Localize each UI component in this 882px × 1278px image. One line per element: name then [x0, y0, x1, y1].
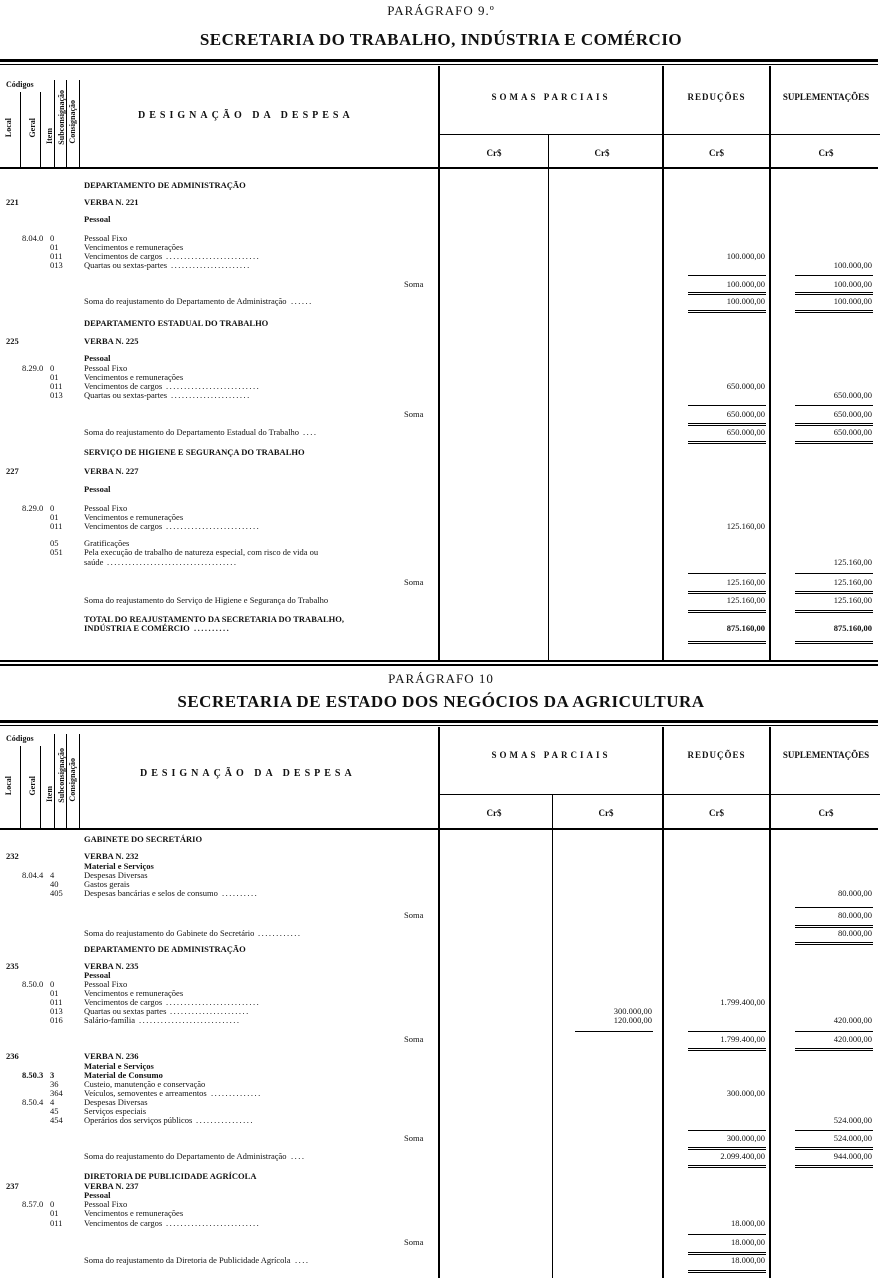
- cell-v3: 100.000,00: [726, 279, 765, 289]
- table-row: [0, 1051, 878, 1061]
- cell-c1: 225: [6, 336, 19, 346]
- sum-rule: [688, 1147, 766, 1150]
- cell-desc: Serviços especiais: [84, 1106, 147, 1116]
- cell-v4: 100.000,00: [833, 279, 872, 289]
- col-divider: [20, 746, 21, 828]
- reducoes-label: REDUÇÕES: [687, 750, 746, 760]
- table-row: [0, 390, 878, 400]
- cell-desc: Vencimentos de cargos: [84, 521, 163, 531]
- table-row: [0, 910, 878, 920]
- cell-desc: saúde: [84, 557, 104, 567]
- cell-desc: Soma do reajustamento do Departamento de Administração: [84, 296, 287, 306]
- sum-rule: [795, 275, 873, 276]
- cell-v4: 524.000,00: [833, 1115, 872, 1125]
- cell-desc: Pessoal Fixo: [84, 503, 128, 513]
- cell-v4: 650.000,00: [833, 409, 872, 419]
- cell-desc: Vencimentos e remunerações: [84, 372, 184, 382]
- cell-c1: 221: [6, 197, 19, 207]
- paragraph-10-label: PARÁGRAFO 10: [388, 671, 494, 686]
- item-label: Item: [45, 786, 54, 802]
- table-row: [0, 214, 878, 224]
- cell-v3: 650.000,00: [726, 427, 765, 437]
- table-row: [0, 260, 878, 270]
- reducoes-label: REDUÇÕES: [687, 92, 746, 102]
- table-row: [0, 318, 878, 328]
- leader-dots: ....: [295, 1255, 310, 1265]
- table-10-top-rule-thin: [0, 725, 878, 726]
- cell-c3: 0: [50, 979, 55, 989]
- table-row: [0, 557, 878, 567]
- cell-c2: 8.50.4: [22, 1097, 44, 1107]
- cell-c2: 8.29.0: [22, 503, 44, 513]
- cell-v3: 100.000,00: [726, 251, 765, 261]
- cell-desc: Soma: [404, 910, 424, 920]
- sum-rule: [688, 1130, 766, 1131]
- col-divider: [54, 80, 55, 167]
- cell-desc: Despesas Diversas: [84, 1097, 148, 1107]
- cell-desc: Pessoal Fixo: [84, 1199, 128, 1209]
- table-row: [0, 409, 878, 419]
- col-divider: [79, 80, 80, 167]
- sum-rule: [575, 1031, 653, 1032]
- cell-desc: Soma: [404, 409, 424, 419]
- sum-rule: [795, 1048, 873, 1051]
- table-10-top-rule: [0, 720, 878, 723]
- cell-desc: GABINETE DO SECRETÁRIO: [84, 834, 203, 844]
- item-label: Item: [45, 128, 54, 144]
- table-row: [0, 279, 878, 289]
- leader-dots: ..........................: [166, 521, 261, 531]
- cell-c1: 235: [6, 961, 19, 971]
- cell-desc: VERBA N. 235: [84, 961, 139, 971]
- cell-c3: 36: [50, 1079, 59, 1089]
- cell-c3: 0: [50, 503, 55, 513]
- table-row: [0, 623, 878, 633]
- cell-desc: Soma do reajustamento do Departamento de Administração: [84, 1151, 287, 1161]
- currency-label: Cr$: [486, 808, 502, 818]
- table-row: [0, 296, 878, 306]
- cell-desc: VERBA N. 221: [84, 197, 139, 207]
- sum-rule: [688, 641, 766, 644]
- sum-rule: [688, 423, 766, 426]
- table-row: [0, 1171, 878, 1181]
- cell-c2: 8.57.0: [22, 1199, 44, 1209]
- cell-v4: 80.000,00: [838, 910, 872, 920]
- cell-c2: 8.29.0: [22, 363, 44, 373]
- cell-desc: VERBA N. 227: [84, 466, 139, 476]
- table-row: [0, 834, 878, 844]
- cell-desc: DEPARTAMENTO DE ADMINISTRAÇÃO: [84, 180, 246, 190]
- cell-v3: 2.099.400,00: [720, 1151, 765, 1161]
- cell-c3: 4: [50, 870, 55, 880]
- cell-desc: Quartas ou sextas-partes: [84, 260, 168, 270]
- table-row: [0, 928, 878, 938]
- cell-c3: 0: [50, 233, 55, 243]
- cell-desc: Pessoal: [84, 1190, 111, 1200]
- somas-parciais-label: SOMAS PARCIAIS: [491, 750, 611, 760]
- subconsignacao-label: Subconsignação: [57, 90, 66, 145]
- cell-desc: DIRETORIA DE PUBLICIDADE AGRÍCOLA: [84, 1171, 257, 1181]
- table-row: [0, 851, 878, 861]
- col-divider: [40, 746, 41, 828]
- sum-rule: [688, 405, 766, 406]
- cell-desc: Soma: [404, 577, 424, 587]
- cell-c3: 454: [50, 1115, 63, 1125]
- cell-c3: 013: [50, 260, 63, 270]
- leader-dots: ............: [258, 928, 302, 938]
- sum-rule: [795, 610, 873, 613]
- table-row: [0, 180, 878, 190]
- sum-rule: [795, 591, 873, 594]
- cell-v3: 1.799.400,00: [720, 1034, 765, 1044]
- sum-rule: [688, 573, 766, 574]
- col-divider: [66, 80, 67, 167]
- currency-label: Cr$: [709, 808, 724, 818]
- cell-c3: 011: [50, 251, 63, 261]
- cell-desc: DEPARTAMENTO ESTADUAL DO TRABALHO: [84, 318, 269, 328]
- cell-c3: 45: [50, 1106, 59, 1116]
- cell-desc: SERVIÇO DE HIGIENE E SEGURANÇA DO TRABALHO: [84, 447, 305, 457]
- geral-label: Geral: [28, 776, 37, 796]
- cell-desc: Quartas ou sextas-partes: [84, 390, 168, 400]
- currency-label: Cr$: [709, 148, 724, 158]
- table-row: [0, 595, 878, 605]
- col-divider: [20, 92, 21, 167]
- cell-desc: Pessoal: [84, 970, 111, 980]
- cell-v4: 125.160,00: [833, 557, 872, 567]
- leader-dots: ..........: [194, 623, 231, 633]
- cell-desc: Custeio, manutenção e conservação: [84, 1079, 206, 1089]
- currency-label: Cr$: [486, 148, 502, 158]
- cell-c1: 227: [6, 466, 19, 476]
- cell-desc: INDÚSTRIA E COMÉRCIO: [84, 623, 190, 633]
- codigos-label: Códigos: [6, 734, 34, 743]
- cell-desc: Gratificações: [84, 538, 130, 548]
- table-row: [0, 197, 878, 207]
- cell-v3: 18.000,00: [731, 1237, 765, 1247]
- suplementacoes-label: SUPLEMENTAÇÕES: [782, 750, 870, 760]
- cell-c1: 237: [6, 1181, 19, 1191]
- cell-c3: 011: [50, 381, 63, 391]
- col-divider: [79, 734, 80, 828]
- cell-desc: VERBA N. 236: [84, 1051, 139, 1061]
- sum-rule: [795, 907, 873, 908]
- sum-rule: [795, 641, 873, 644]
- local-label: Local: [4, 118, 13, 138]
- sum-rule: [795, 292, 873, 295]
- cell-v1: 300.000,00: [613, 1006, 652, 1016]
- cell-desc: Veículos, semoventes e arreamentos: [84, 1088, 207, 1098]
- currency-label: Cr$: [598, 808, 614, 818]
- cell-v4: 125.160,00: [833, 577, 872, 587]
- table-row: [0, 944, 878, 954]
- leader-dots: ..........................: [166, 1218, 261, 1228]
- cell-v3: 18.000,00: [731, 1218, 765, 1228]
- table-row: [0, 427, 878, 437]
- leader-dots: ............................: [139, 1015, 241, 1025]
- leader-dots: ....................................: [107, 557, 238, 567]
- consignacao-label: Consignação: [68, 100, 77, 144]
- sum-rule: [795, 310, 873, 313]
- designacao-label: DESIGNAÇÃO DA DESPESA: [138, 110, 354, 121]
- leader-dots: ..........................: [166, 997, 261, 1007]
- sum-rule: [688, 1031, 766, 1032]
- leader-dots: ......................: [171, 260, 251, 270]
- table-row: [0, 1115, 878, 1125]
- sum-rule: [688, 275, 766, 276]
- cell-desc: Salário-família: [84, 1015, 135, 1025]
- sum-rule: [795, 1147, 873, 1150]
- cell-v3: 18.000,00: [731, 1255, 765, 1265]
- cell-desc: Pessoal: [84, 353, 111, 363]
- table-row: [0, 447, 878, 457]
- cell-v4: 650.000,00: [833, 390, 872, 400]
- cell-c3: 01: [50, 1208, 59, 1218]
- leader-dots: ..........................: [166, 381, 261, 391]
- cell-v1: 120.000,00: [613, 1015, 652, 1025]
- col-divider: [54, 734, 55, 828]
- cell-c3: 0: [50, 363, 55, 373]
- cell-v3: 1.799.400,00: [720, 997, 765, 1007]
- table-row: [0, 466, 878, 476]
- cell-desc: TOTAL DO REAJUSTAMENTO DA SECRETARIA DO TRABALHO,: [84, 614, 345, 624]
- cell-desc: VERBA N. 232: [84, 851, 139, 861]
- cell-c3: 013: [50, 390, 63, 400]
- cell-c3: 011: [50, 521, 63, 531]
- cell-c1: 232: [6, 851, 19, 861]
- consignacao-label: Consignação: [68, 758, 77, 802]
- leader-dots: ..............: [211, 1088, 262, 1098]
- cell-c3: 0: [50, 1199, 55, 1209]
- sum-rule: [688, 441, 766, 444]
- table-row: [0, 1133, 878, 1143]
- designacao-label: DESIGNAÇÃO DA DESPESA: [140, 768, 356, 779]
- cell-c3: 01: [50, 512, 59, 522]
- table-row: [0, 888, 878, 898]
- cell-c3: 011: [50, 997, 63, 1007]
- cell-v4: 875.160,00: [833, 623, 872, 633]
- geral-label: Geral: [28, 118, 37, 138]
- cell-c3: 011: [50, 1218, 63, 1228]
- cell-v4: 420.000,00: [833, 1015, 872, 1025]
- sum-rule: [688, 292, 766, 295]
- col-divider: [66, 734, 67, 828]
- sum-rule: [795, 1130, 873, 1131]
- table-row: [0, 547, 878, 557]
- cell-v3: 875.160,00: [726, 623, 765, 633]
- cell-desc: Pessoal Fixo: [84, 979, 128, 989]
- cell-desc: Vencimentos e remunerações: [84, 242, 184, 252]
- table-row: [0, 1151, 878, 1161]
- cell-v3: 100.000,00: [726, 296, 765, 306]
- section-9-title: SECRETARIA DO TRABALHO, INDÚSTRIA E COMÉRCIO: [199, 30, 683, 49]
- sum-rule: [688, 1270, 766, 1273]
- cell-desc: Vencimentos de cargos: [84, 997, 163, 1007]
- table-row: [0, 353, 878, 363]
- cell-c3: 051: [50, 547, 63, 557]
- sum-rule: [688, 1252, 766, 1255]
- leader-dots: ....: [291, 1151, 306, 1161]
- cell-c3: 016: [50, 1015, 63, 1025]
- cell-v3: 650.000,00: [726, 381, 765, 391]
- cell-desc: Gastos gerais: [84, 879, 130, 889]
- table-row: [0, 484, 878, 494]
- leader-dots: ......................: [171, 390, 251, 400]
- cell-v4: 100.000,00: [833, 260, 872, 270]
- cell-desc: Vencimentos e remunerações: [84, 512, 184, 522]
- cell-v3: 125.160,00: [726, 595, 765, 605]
- table-row: [0, 1034, 878, 1044]
- currency-label: Cr$: [818, 808, 834, 818]
- table-9-top-rule-thin: [0, 64, 878, 65]
- header-rule: [440, 134, 880, 135]
- sum-rule: [795, 1031, 873, 1032]
- cell-c3: 01: [50, 372, 59, 382]
- codigos-label: Códigos: [6, 80, 34, 89]
- cell-desc: Vencimentos de cargos: [84, 1218, 163, 1228]
- cell-desc: DEPARTAMENTO DE ADMINISTRAÇÃO: [84, 944, 246, 954]
- table-9-bottom-rule: [0, 664, 878, 666]
- sum-rule: [795, 405, 873, 406]
- currency-label: Cr$: [594, 148, 610, 158]
- leader-dots: ................: [196, 1115, 254, 1125]
- cell-desc: Vencimentos de cargos: [84, 381, 163, 391]
- table-row: [0, 521, 878, 531]
- col-divider: [40, 92, 41, 167]
- cell-v4: 944.000,00: [833, 1151, 872, 1161]
- leader-dots: ......................: [170, 1006, 250, 1016]
- cell-c3: 40: [50, 879, 59, 889]
- table-row: [0, 1218, 878, 1228]
- cell-desc: VERBA N. 237: [84, 1181, 139, 1191]
- cell-desc: Soma: [404, 279, 424, 289]
- cell-c3: 05: [50, 538, 59, 548]
- cell-c3: 01: [50, 242, 59, 252]
- sum-rule: [795, 1165, 873, 1168]
- cell-desc: Soma do reajustamento da Diretoria de Publicidade Agrícola: [84, 1255, 291, 1265]
- table-9-bottom-rule: [0, 660, 878, 662]
- leader-dots: ......: [291, 296, 313, 306]
- local-label: Local: [4, 776, 13, 796]
- sum-rule: [688, 1048, 766, 1051]
- cell-desc: Pessoal: [84, 484, 111, 494]
- cell-desc: Material de Consumo: [84, 1070, 163, 1080]
- cell-c3: 364: [50, 1088, 63, 1098]
- cell-c2: 8.04.0: [22, 233, 44, 243]
- sum-rule: [688, 310, 766, 313]
- currency-label: Cr$: [818, 148, 834, 158]
- section-10-title: SECRETARIA DE ESTADO DOS NEGÓCIOS DA AGRICULTURA: [177, 692, 705, 711]
- cell-desc: Pela execução de trabalho de natureza especial, com risco de vida ou: [84, 547, 319, 557]
- sum-rule: [688, 591, 766, 594]
- cell-c3: 013: [50, 1006, 63, 1016]
- cell-desc: Vencimentos de cargos: [84, 251, 163, 261]
- cell-c2: 8.50.3: [22, 1070, 44, 1080]
- cell-v4: 650.000,00: [833, 427, 872, 437]
- table-row: [0, 336, 878, 346]
- sum-rule: [688, 610, 766, 613]
- somas-parciais-label: SOMAS PARCIAIS: [491, 92, 611, 102]
- cell-desc: Soma do reajustamento do Serviço de Higiene e Segurança do Trabalho: [84, 595, 329, 605]
- cell-desc: Soma: [404, 1133, 424, 1143]
- cell-desc: Material e Serviços: [84, 861, 154, 871]
- table-row: [0, 1255, 878, 1265]
- cell-c3: 4: [50, 1097, 55, 1107]
- cell-v3: 300.000,00: [726, 1133, 765, 1143]
- leader-dots: ..........................: [166, 251, 261, 261]
- cell-v4: 80.000,00: [838, 888, 872, 898]
- sum-rule: [795, 423, 873, 426]
- cell-v3: 125.160,00: [726, 577, 765, 587]
- cell-desc: Despesas Diversas: [84, 870, 148, 880]
- cell-v4: 125.160,00: [833, 595, 872, 605]
- cell-v3: 125.160,00: [726, 521, 765, 531]
- cell-desc: Pessoal Fixo: [84, 363, 128, 373]
- cell-desc: Soma do reajustamento do Departamento Estadual do Trabalho: [84, 427, 300, 437]
- cell-v4: 80.000,00: [838, 928, 872, 938]
- sum-rule: [795, 573, 873, 574]
- sum-rule: [688, 1234, 766, 1235]
- cell-desc: Soma do reajustamento do Gabinete do Secretário: [84, 928, 255, 938]
- cell-v4: 100.000,00: [833, 296, 872, 306]
- header-rule: [440, 794, 880, 795]
- cell-desc: Vencimentos e remunerações: [84, 1208, 184, 1218]
- sum-rule: [795, 942, 873, 945]
- table-9-top-rule: [0, 59, 878, 62]
- cell-v4: 524.000,00: [833, 1133, 872, 1143]
- cell-c3: 01: [50, 988, 59, 998]
- cell-v3: 650.000,00: [726, 409, 765, 419]
- leader-dots: ..........: [222, 888, 259, 898]
- table-row: [0, 1208, 878, 1218]
- cell-desc: Pessoal: [84, 214, 111, 224]
- table-row: [0, 1015, 878, 1025]
- cell-c3: 405: [50, 888, 63, 898]
- sum-rule: [795, 441, 873, 444]
- subconsignacao-label: Subconsignação: [57, 748, 66, 803]
- cell-c2: 8.04.4: [22, 870, 44, 880]
- cell-c2: 8.50.0: [22, 979, 44, 989]
- cell-desc: Quartas ou sextas partes: [84, 1006, 167, 1016]
- cell-v4: 420.000,00: [833, 1034, 872, 1044]
- cell-desc: Soma: [404, 1034, 424, 1044]
- suplementacoes-label: SUPLEMENTAÇÕES: [782, 92, 870, 102]
- cell-desc: Pessoal Fixo: [84, 233, 128, 243]
- paragraph-9-label: PARÁGRAFO 9.º: [387, 3, 495, 18]
- table-row: [0, 577, 878, 587]
- cell-desc: Operários dos serviços públicos: [84, 1115, 193, 1125]
- sum-rule: [795, 925, 873, 928]
- leader-dots: ....: [303, 427, 318, 437]
- sum-rule: [688, 1165, 766, 1168]
- cell-desc: Despesas bancárias e selos de consumo: [84, 888, 218, 898]
- cell-c1: 236: [6, 1051, 19, 1061]
- table-row: [0, 1237, 878, 1247]
- cell-desc: VERBA N. 225: [84, 336, 139, 346]
- cell-desc: Soma: [404, 1237, 424, 1247]
- cell-desc: Vencimentos e remunerações: [84, 988, 184, 998]
- cell-v3: 300.000,00: [726, 1088, 765, 1098]
- cell-desc: Material e Serviços: [84, 1061, 154, 1071]
- cell-c3: 3: [50, 1070, 55, 1080]
